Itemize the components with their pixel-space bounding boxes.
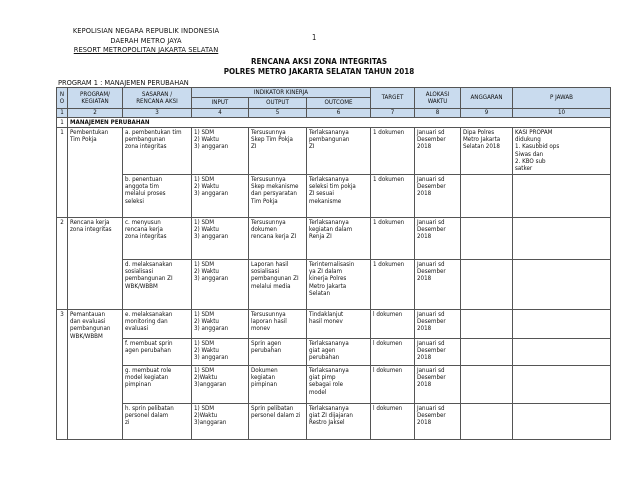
target-cell: 1 dokumen xyxy=(371,259,415,309)
sasaran-cell: c. menyusun rencana kerja zona integritas xyxy=(123,217,192,259)
activity-name: Pemantauan dan evaluasi pembangunan WBK/WBBM xyxy=(68,309,123,439)
output-cell: Sprin pelibatan personel dalam zi xyxy=(249,403,307,439)
section-row xyxy=(57,117,611,127)
action-plan-table xyxy=(56,87,611,440)
activity-name: Pembentukan Tim Pokja xyxy=(68,127,123,217)
target-cell: l dokumen xyxy=(371,338,415,365)
header-pjawab: P JAWAB xyxy=(513,88,611,109)
document-title-line-2: POLRES METRO JAKARTA SELATAN TAHUN 2018 xyxy=(223,67,415,76)
column-number: 4 xyxy=(192,108,249,117)
table-row xyxy=(57,259,611,309)
anggaran-cell xyxy=(461,403,513,439)
header-sasaran: SASARAN / RENCANA AKSI xyxy=(123,88,192,109)
document-title-line-1: RENCANA AKSI ZONA INTEGRITAS xyxy=(250,57,388,66)
sasaran-cell: h. sprin pelibatan personel dalam zi xyxy=(123,403,192,439)
sasaran-cell: b. penentuan anggota tim melalui proses seleksi xyxy=(123,174,192,217)
header-alokasi: ALOKASI WAKTU xyxy=(415,88,461,109)
column-number: 1 xyxy=(57,108,68,117)
column-number-row xyxy=(57,108,611,117)
letterhead-line-2: DAERAH METRO JAYA xyxy=(110,35,182,45)
column-number: 5 xyxy=(249,108,307,117)
pjawab-cell xyxy=(513,217,611,259)
activity-number: 3 xyxy=(57,309,68,439)
column-number: 6 xyxy=(307,108,371,117)
letterhead xyxy=(58,26,234,55)
pjawab-cell: KASI PROPAM didukung 1. Kasubbid ops Siwas dan 2. KBO sub satker xyxy=(513,127,611,174)
column-number: 10 xyxy=(513,108,611,117)
activity-number: 1 xyxy=(57,127,68,217)
column-number: 7 xyxy=(371,108,415,117)
target-cell: l dokumen xyxy=(371,365,415,403)
header-no: N O xyxy=(57,88,68,109)
anggaran-cell: Dipa Polres Metro Jakarta Selatan 2018 xyxy=(461,127,513,174)
input-cell: 1) SDM 2) Waktu 3) anggaran xyxy=(192,174,249,217)
table-row xyxy=(57,338,611,365)
header-input: INPUT xyxy=(192,98,249,108)
activity-number: 2 xyxy=(57,217,68,309)
pjawab-cell xyxy=(513,338,611,365)
outcome-cell: Terlaksananya giat ZI dijajaran Restro Jaksel xyxy=(307,403,371,439)
program-label: PROGRAM 1 : MANAJEMEN PERUBAHAN xyxy=(58,78,189,87)
input-cell: 1) SDM 2) Waktu 3) anggaran xyxy=(192,127,249,174)
sasaran-cell: a. pembentukan tim pembangunan zona integritas xyxy=(123,127,192,174)
output-cell: Sprin agen perubahan xyxy=(249,338,307,365)
header-target: TARGET xyxy=(371,88,415,109)
input-cell: 1) SDM 2) Waktu 3) anggaran xyxy=(192,259,249,309)
output-cell: Tersusunnya dokumen rencana kerja ZI xyxy=(249,217,307,259)
output-cell: Dokumen kegiatan pimpinan xyxy=(249,365,307,403)
outcome-cell: Terlaksananya pembangunan ZI xyxy=(307,127,371,174)
header-indikator: INDIKATOR KINERJA xyxy=(192,88,371,98)
pjawab-cell xyxy=(513,174,611,217)
outcome-cell: Tindaklanjut hasil monev xyxy=(307,309,371,338)
anggaran-cell xyxy=(461,365,513,403)
header-program: PROGRAM/ KEGIATAN xyxy=(68,88,123,109)
input-cell: 1) SDM 2)Waktu 3)anggaran xyxy=(192,403,249,439)
page-number: 1 xyxy=(312,33,317,42)
column-number: 8 xyxy=(415,108,461,117)
pjawab-cell xyxy=(513,403,611,439)
anggaran-cell xyxy=(461,309,513,338)
sasaran-cell: g. membuat role model kegiatan pimpinan xyxy=(123,365,192,403)
input-cell: 1) SDM 2)Waktu 3)anggaran xyxy=(192,365,249,403)
waktu-cell: Januari sd Desember 2018 xyxy=(415,127,461,174)
target-cell: 1 dokumen xyxy=(371,127,415,174)
outcome-cell: Terinternalisasin ya ZI dalam kinerja Polres Metro Jakarta Selatan xyxy=(307,259,371,309)
sasaran-cell: d. melaksanakan sosialisasi pembangunan ZI WBK/WBBM xyxy=(123,259,192,309)
target-cell: l dokumen xyxy=(371,403,415,439)
column-number: 3 xyxy=(123,108,192,117)
target-cell: l dokumen xyxy=(371,309,415,338)
sasaran-cell: e. melaksanakan monitoring dan evaluasi xyxy=(123,309,192,338)
table-row xyxy=(57,217,611,259)
anggaran-cell xyxy=(461,217,513,259)
waktu-cell: Januari sd Desember 2018 xyxy=(415,259,461,309)
outcome-cell: Terlaksananya seleksi tim pokja ZI sesuai mekanisme xyxy=(307,174,371,217)
outcome-cell: Terlaksananya giat pimp sebagai role model xyxy=(307,365,371,403)
anggaran-cell xyxy=(461,259,513,309)
waktu-cell: Januari sd Desember 2018 xyxy=(415,174,461,217)
output-cell: Tersusunnya Skep Tim Pokja ZI xyxy=(249,127,307,174)
pjawab-cell xyxy=(513,309,611,338)
column-number: 2 xyxy=(68,108,123,117)
waktu-cell: Januari sd Desember 2018 xyxy=(415,365,461,403)
header-outcome: OUTCOME xyxy=(307,98,371,108)
section-number: 1 xyxy=(57,117,68,127)
waktu-cell: Januari sd Desember 2018 xyxy=(415,338,461,365)
table-row xyxy=(57,174,611,217)
table-row xyxy=(57,309,611,338)
anggaran-cell xyxy=(461,338,513,365)
column-number: 9 xyxy=(461,108,513,117)
output-cell: Laporan hasil sosialisasi pembangunan ZI melalui media xyxy=(249,259,307,309)
waktu-cell: Januari sd Desember 2018 xyxy=(415,403,461,439)
table-row xyxy=(57,403,611,439)
letterhead-line-1: KEPOLISIAN NEGARA REPUBLIK INDONESIA xyxy=(72,26,220,35)
letterhead-line-3: RESORT METROPOLITAN JAKARTA SELATAN xyxy=(73,45,219,55)
waktu-cell: Januari sd Desember 2018 xyxy=(415,217,461,259)
section-title: MANAJEMEN PERUBAHAN xyxy=(68,117,611,127)
input-cell: 1) SDM 2) Waktu 3) anggaran xyxy=(192,309,249,338)
output-cell: Tersusunnya laporan hasil monev xyxy=(249,309,307,338)
pjawab-cell xyxy=(513,259,611,309)
target-cell: 1 dokumen xyxy=(371,174,415,217)
activity-name: Rencana kerja zona integritas xyxy=(68,217,123,309)
input-cell: 1) SDM 2) Waktu 3) anggaran xyxy=(192,217,249,259)
output-cell: Tersusunnya Skep mekanisme dan persyaratan Tim Pokja xyxy=(249,174,307,217)
waktu-cell: Januari sd Desember 2018 xyxy=(415,309,461,338)
input-cell: 1) SDM 2) Waktu 3) anggaran xyxy=(192,338,249,365)
pjawab-cell xyxy=(513,365,611,403)
table-row xyxy=(57,127,611,174)
outcome-cell: Terlaksananya kegiatan dalam Renja ZI xyxy=(307,217,371,259)
target-cell: 1 dokumen xyxy=(371,217,415,259)
table-row xyxy=(57,365,611,403)
sasaran-cell: f. membuat sprin agen perubahan xyxy=(123,338,192,365)
anggaran-cell xyxy=(461,174,513,217)
header-anggaran: ANGGARAN xyxy=(461,88,513,109)
outcome-cell: Terlaksananya giat agen perubahan xyxy=(307,338,371,365)
header-output: OUTPUT xyxy=(249,98,307,108)
